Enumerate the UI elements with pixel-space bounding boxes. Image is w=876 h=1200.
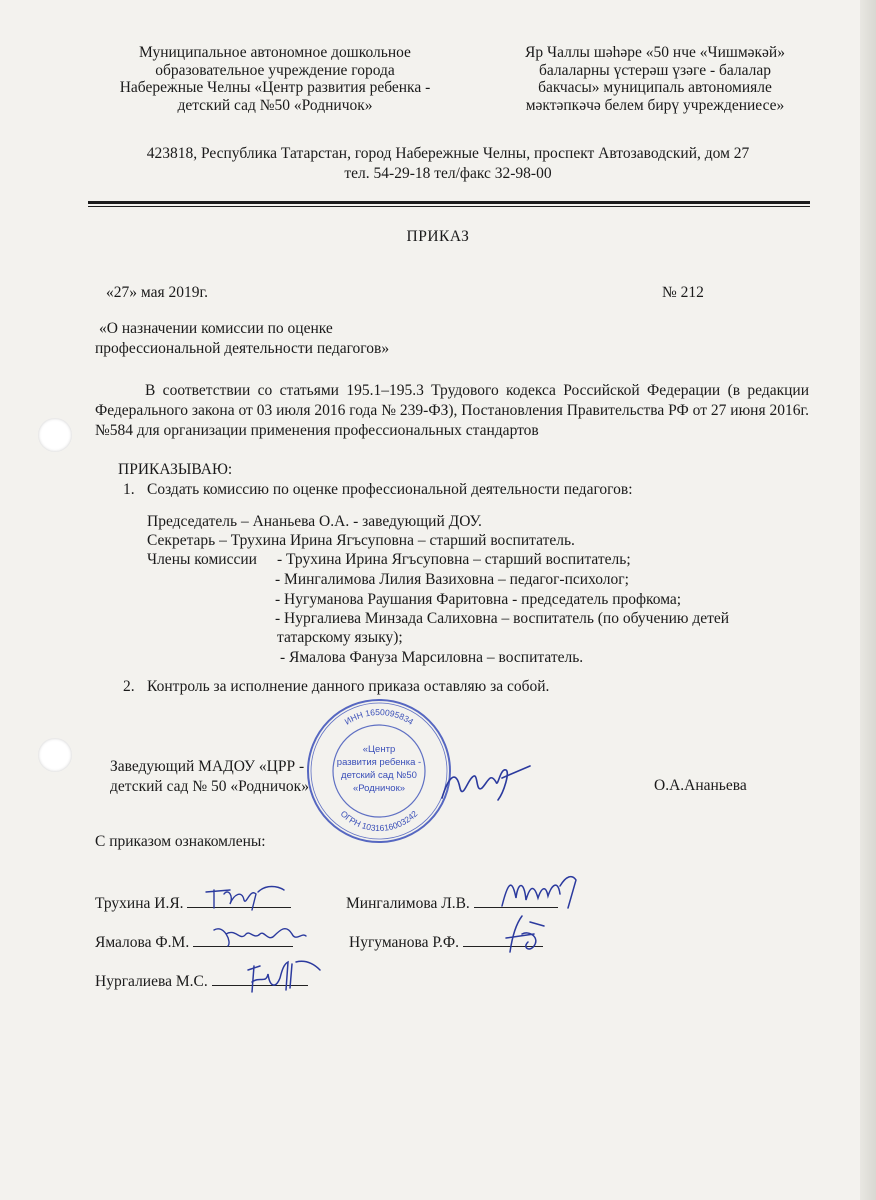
ack-person-name: Нургалиева М.С. [95,973,208,990]
member-line: татарскому языку); [277,629,403,646]
signature-position-line: детский сад № 50 «Родничок» [110,778,309,795]
header-left [95,44,455,114]
header-left-line: Набережные Челны «Центр развития ребенка - [119,79,431,96]
header-right-line: Яр Чаллы шәһәре «50 нче «Чишмәкәй» [525,44,785,61]
phone: тел. 54-29-18 тел/факс 32-98-00 [344,165,552,182]
stamp-ogrn: ОГРН 1031616003242 [338,808,420,834]
signature-nurgalieva [242,958,326,998]
document-number: № 212 [662,284,704,301]
order-word: ПРИКАЗЫВАЮ: [118,461,233,478]
header-right-line: балаларны үстерәш үзәге - балалар [538,61,772,79]
address: 423818, Республика Татарстан, город Набережные Челны, проспект Автозаводский, дом 27 [146,145,750,162]
ack-person-name: Ямалова Ф.М. [95,934,190,951]
punch-hole [38,418,72,452]
signature-position [110,757,309,797]
stamp-inn: ИНН 1650095834 [342,706,416,727]
member-line: - Нургалиева Минзада Салиховна – воспитатель (по обучению детей [275,610,730,627]
secretary-line: Секретарь – Трухина Ирина Ягъсуповна – старший воспитатель. [147,532,575,549]
header-rule-thick [88,201,810,204]
item-text: Контроль за исполнение данного приказа оставляю за собой. [147,678,550,695]
stamp-text: детский сад №50 [341,770,417,781]
header-right-line: бакчасы» муниципаль автономияле [538,79,772,96]
document-date: «27» мая 2019г. [106,284,208,301]
subject-line: профессиональной деятельности педагогов» [95,340,390,357]
member-line: - Трухина Ирина Ягъсуповна – старший воспитатель; [277,551,631,568]
signature-yamalova [210,920,310,950]
header-right [490,44,820,114]
ack-person-name: Трухина И.Я. [95,895,184,912]
item-number: 1. [123,481,135,498]
header-left-line: Муниципальное автономное дошкольное [139,44,411,61]
stamp-text: развития ребенка - [336,757,422,768]
header-address [60,144,836,184]
ack-person-name: Нугуманова Р.Ф. [349,934,460,951]
signature-truhina [200,880,290,916]
stamp-text: «Центр [362,744,396,755]
item-text: Создать комиссию по оценке профессиональной деятельности педагогов: [147,481,633,498]
subject-line: «О назначении комиссии по оценке [99,320,333,337]
document-title: ПРИКАЗ [406,228,470,245]
ack-person-name: Мингалимова Л.В. [346,895,470,912]
signature-mingalimova [498,872,580,912]
signature-position-line: Заведующий МАДОУ «ЦРР - [110,758,305,775]
item-number: 2. [123,678,135,695]
members-label: Члены комиссии [147,551,257,568]
header-left-line: образовательное учреждение города [155,61,395,79]
header-rule-thin [88,206,810,207]
preamble: В соответствии со статьями 195.1–195.3 Трудового кодекса Российской Федерации (в редакции Федерального закона от 03 июля 2016 года № 239-ФЗ), Постановления Правительства РФ от 27 июня 2016г. №584 для организации применения профессиональных стандартов [95,382,809,439]
punch-hole [38,738,72,772]
member-line: - Нугуманова Раушания Фаритовна - председатель профкома; [275,591,682,608]
paper-edge [860,0,876,1200]
document-subject [95,319,389,359]
signature-nugumanova [500,912,550,956]
header-left-line: детский сад №50 «Родничок» [177,96,373,114]
signature-name: О.А.Ананьева [654,777,747,794]
chair-line: Председатель – Ананьева О.А. - заведующий ДОУ. [147,513,482,530]
member-line: - Мингалимова Лилия Вазиховна – педагог-психолог; [275,571,629,588]
official-stamp [305,697,453,845]
header-right-line: мәктәпкәчә белем бирү учреждениесе» [525,96,785,114]
acknowledgement-label: С приказом ознакомлены: [95,833,266,850]
member-line: - Ямалова Фануза Марсиловна – воспитатель. [280,649,584,666]
stamp-text: «Родничок» [352,783,406,794]
director-signature [438,758,533,808]
